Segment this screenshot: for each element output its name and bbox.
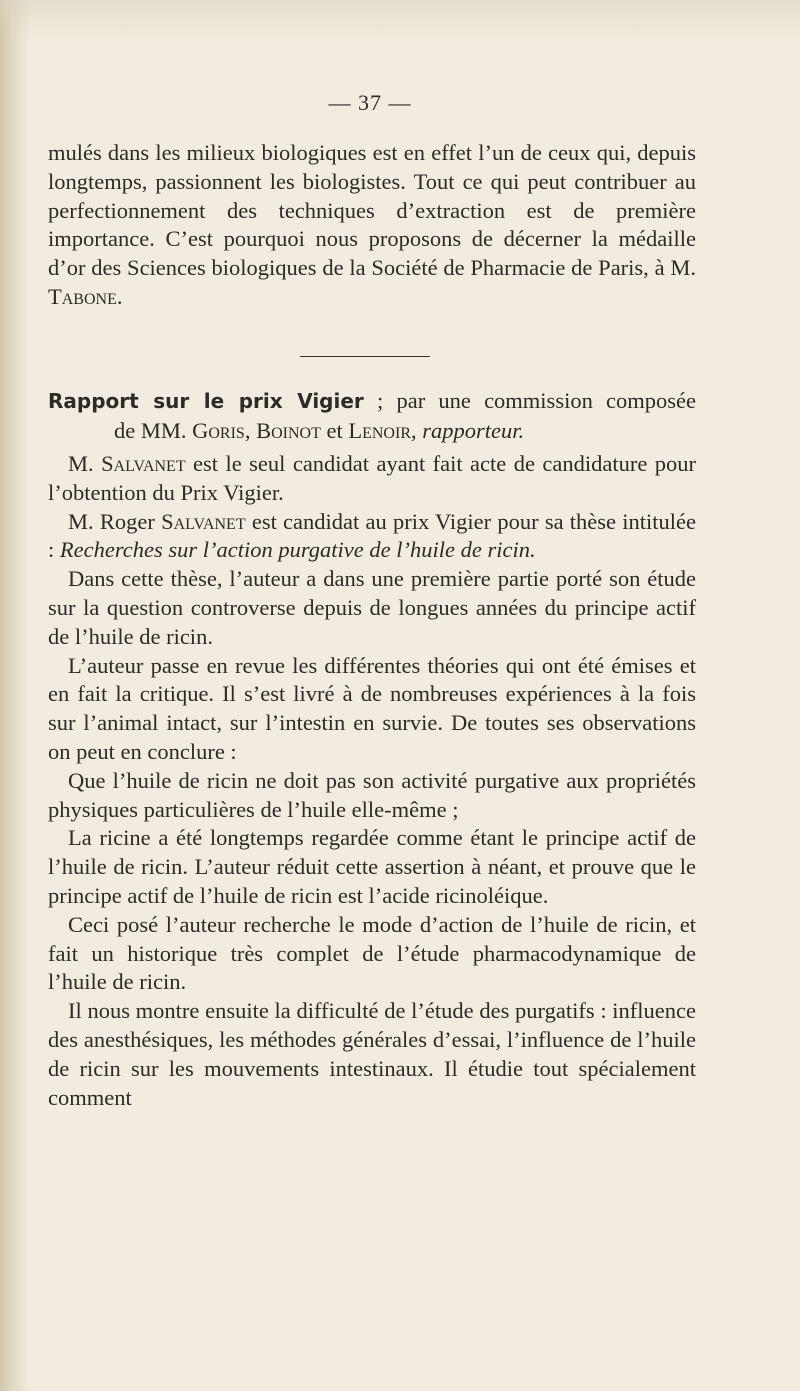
paragraph-3: Dans cette thèse, l’auteur a dans une première partie porté son étude sur la question controverse depuis de longues années du principe actif de l’huile de ricin.	[48, 566, 696, 649]
paragraph-4: L’auteur passe en revue les différentes théories qui ont été émises et en fait la critique. Il s’est livré à de nombreuses expériences à la fois sur l’animal intact, sur l’intestin en survie. De toutes ses observations on peut en conclure :	[48, 652, 696, 764]
thesis-title: Recherches sur l’action purgative de l’huile de ricin.	[59, 537, 536, 563]
paragraph-2	[48, 508, 696, 566]
section-divider	[300, 356, 430, 357]
report-title-bold: Rapport sur le prix Vigier	[48, 389, 364, 413]
rapporteur-role: rapporteur.	[422, 418, 525, 443]
separator: et	[320, 418, 349, 443]
paragraph-1	[48, 450, 696, 508]
report-title-sep: ;	[363, 388, 397, 413]
p2-text: est candidat au prix Vigier pour sa thèse intitulée :	[48, 508, 696, 563]
separator: ,	[411, 418, 423, 443]
p1-prefix: M.	[68, 451, 102, 476]
p2-prefix: M. Roger	[68, 508, 162, 534]
intro-end: .	[116, 283, 123, 309]
page-binding-shadow	[0, 0, 30, 1391]
report-title-rest: par une commission composée	[396, 388, 696, 413]
candidate-name: Salvanet	[101, 451, 186, 476]
paragraph-5: Que l’huile de ricin ne doit pas son activité purgative aux propriétés physiques particulières de l’huile elle-même ;	[48, 767, 696, 822]
member-lenoir: Lenoir	[348, 418, 411, 443]
candidate-name: Salvanet	[161, 508, 246, 534]
paragraph-7: Ceci posé l’auteur recherche le mode d’action de l’huile de ricin, et fait un historique très complet de l’étude pharmacodynamique de l’huile de ricin.	[48, 911, 696, 995]
p1-text: est le seul candidat ayant fait acte de candidature pour l’obtention du Prix Vigier.	[48, 451, 696, 505]
laureate-name: Tabone	[48, 283, 117, 309]
report-body	[48, 450, 696, 1112]
separator: ,	[244, 418, 257, 443]
intro-paragraph	[48, 139, 696, 312]
paragraph-6: La ricine a été longtemps regardée comme étant le principe actif de l’huile de ricin. L’auteur réduit cette assertion à néant, et prouve que le principe actif de l’huile de ricin est l’acide ricinoléique.	[48, 825, 696, 908]
intro-text: mulés dans les milieux biologiques est en effet l’un de ceux qui, depuis longtemps, passionnent les biologistes. Tout ce qui peut contribuer au perfectionnement des techniques d’extraction est de première importance. C’est pourquoi nous proposons de décerner la médaille d’or des Sciences biologiques de la Société de Pharmacie de Paris, à M.	[48, 140, 696, 281]
report-members-prefix: de MM.	[114, 418, 193, 443]
page-top-edge	[0, 0, 800, 40]
member-goris: Goris	[192, 418, 245, 443]
paragraph-8: Il nous montre ensuite la difficulté de l’étude des purgatifs : influence des anesthésiques, les méthodes générales d’essai, l’influence de l’huile de ricin sur les mouvements intestinaux. Il étudie tout spécialement comment	[48, 998, 696, 1110]
member-boinot: Boinot	[256, 418, 321, 443]
page-number: — 37 —	[328, 90, 412, 115]
report-heading	[48, 386, 696, 445]
